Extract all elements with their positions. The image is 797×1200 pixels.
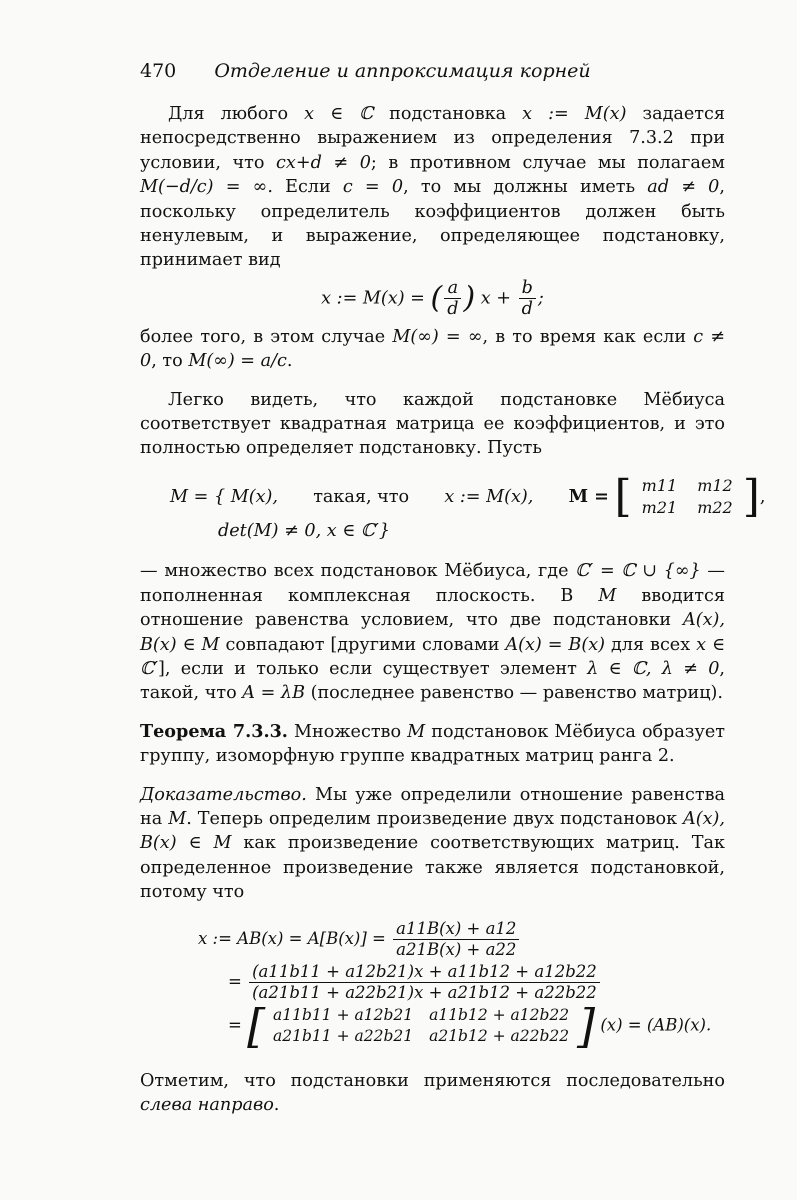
text: , то bbox=[151, 351, 189, 372]
matrix-cell: a21b11 + a22b21 bbox=[273, 1026, 414, 1045]
eq-tail: ; bbox=[537, 288, 544, 309]
text: . Если bbox=[267, 177, 343, 198]
math: c = 0 bbox=[342, 177, 404, 198]
running-header bbox=[140, 60, 740, 82]
derivation-row-2 bbox=[228, 962, 725, 1003]
math: ℂ′ = ℂ ∪ {∞} bbox=[575, 561, 701, 582]
coefficient-matrix bbox=[632, 475, 743, 519]
denominator: d bbox=[447, 298, 459, 319]
text: ; в противном случае мы полагаем bbox=[370, 152, 725, 173]
composition-derivation bbox=[140, 918, 725, 1053]
text: . Теперь определим произведение двух подстановок bbox=[186, 808, 684, 829]
text: для всех bbox=[605, 634, 697, 655]
math: A(x) = B(x) bbox=[505, 634, 606, 655]
set-element: M(x), bbox=[230, 486, 278, 507]
matrix-cell: m12 bbox=[697, 475, 733, 495]
proof bbox=[140, 783, 725, 905]
eq-mid: x + bbox=[480, 288, 512, 309]
set-condition-text: такая, что bbox=[313, 486, 410, 507]
denominator: (a21b11 + a22b21)x + a21b12 + a22b22 bbox=[252, 982, 597, 1002]
denominator: d bbox=[521, 298, 533, 319]
eq-lhs: x := M(x) = bbox=[321, 288, 425, 309]
math: λ ∈ ℂ, λ ≠ 0 bbox=[587, 658, 720, 679]
running-title: Отделение и аппроксимация корней bbox=[214, 60, 591, 82]
paren-open: ( bbox=[430, 280, 443, 316]
text: Множество bbox=[287, 721, 408, 742]
bracket-close: ] bbox=[577, 998, 596, 1053]
math: A(x), B(x) ∈ M bbox=[140, 610, 725, 655]
matrix-cell: a11b11 + a12b21 bbox=[273, 1005, 414, 1024]
math: A = λB bbox=[242, 683, 305, 704]
text: Для любого bbox=[168, 104, 305, 124]
matrix-cell: a11b12 + a12b22 bbox=[429, 1005, 570, 1024]
text: задается непосредственно выражением из определения 7.3.2 при условии, что bbox=[140, 104, 725, 173]
math: c ≠ 0 bbox=[140, 326, 725, 372]
equals-sign: = bbox=[228, 1015, 242, 1035]
math: x ∈ ℂ bbox=[304, 104, 374, 124]
text: (последнее равенство — равенство матриц). bbox=[305, 683, 723, 704]
bracket-close: ] bbox=[742, 470, 760, 522]
text: , в то время как если bbox=[482, 326, 694, 347]
emphasis: слева направо bbox=[140, 1094, 274, 1115]
derivation-lhs: x := AB(x) = A[B(x)] = bbox=[198, 928, 386, 948]
matrix-cell: a21b12 + a22b22 bbox=[429, 1026, 570, 1045]
derivation-result: (x) = (AB)(x). bbox=[600, 1015, 712, 1035]
math: M(−d/c) = ∞ bbox=[140, 177, 268, 198]
math: x ∈ ℂ′ bbox=[140, 634, 725, 679]
theorem-7-3-3 bbox=[140, 720, 725, 769]
text: подстановка bbox=[373, 104, 523, 124]
bracket-open: [ bbox=[614, 470, 632, 522]
product-matrix bbox=[265, 1005, 577, 1047]
text: подстановок Мёбиуса образует группу, изоморфную группе квадратных матриц ранга 2. bbox=[140, 721, 725, 767]
math: M(∞) = a/c bbox=[188, 351, 287, 372]
fraction bbox=[393, 919, 519, 960]
theorem-label: Теорема 7.3.3. bbox=[140, 720, 288, 742]
proof-label: Доказательство. bbox=[140, 784, 307, 805]
matrix-cell: m21 bbox=[641, 497, 678, 517]
text: более того, в этом случае bbox=[140, 326, 393, 347]
fraction bbox=[249, 962, 600, 1003]
paragraph-3: Легко видеть, что каждой подстановке Мёбиуса соответствует квадратная матрица ее коэффициентов, и это полностью определяет подстановку. Пусть bbox=[140, 389, 725, 459]
text: — пополненная комплексная плоскость. В bbox=[140, 561, 725, 606]
text: , поскольку определитель коэффициентов должен быть ненулевым, и выражение, определяющее подстановку, принимает вид bbox=[140, 177, 725, 271]
numerator: b bbox=[519, 278, 536, 299]
text: Мы уже определили отношение равенства на bbox=[140, 784, 725, 829]
fraction-a-d bbox=[444, 278, 461, 319]
set-condition: det(M) ≠ 0, x ∈ ℂ′} bbox=[218, 520, 391, 541]
set-definition-row-2 bbox=[218, 519, 725, 543]
set-definition-row-1 bbox=[170, 470, 766, 522]
math: A(x), B(x) ∈ M bbox=[140, 808, 725, 854]
paren-close: ) bbox=[463, 280, 476, 316]
math: M bbox=[168, 808, 187, 829]
numerator: a11B(x) + a12 bbox=[393, 919, 519, 940]
page-number: 470 bbox=[140, 60, 177, 82]
set-substitution: x := M(x), bbox=[444, 486, 534, 507]
numerator: a bbox=[444, 278, 461, 299]
denominator: a21B(x) + a22 bbox=[396, 939, 517, 959]
text: . bbox=[273, 1094, 280, 1115]
math: ad ≠ 0 bbox=[647, 177, 720, 198]
paragraph-1 bbox=[140, 102, 725, 273]
derivation-row-1 bbox=[198, 919, 725, 960]
paragraph-2 bbox=[140, 325, 725, 374]
text: вводится отношение равенства условием, что две подстановки bbox=[140, 585, 725, 631]
set-definition bbox=[170, 470, 766, 543]
paragraph-4 bbox=[140, 559, 725, 705]
equation-moebius-c0 bbox=[140, 278, 725, 319]
text: — множество всех подстановок Мёбиуса, где bbox=[140, 561, 576, 582]
text: , то мы должны иметь bbox=[403, 177, 648, 198]
matrix-lhs: M = bbox=[568, 485, 609, 507]
matrix-cell: m22 bbox=[697, 497, 733, 517]
math: cx+d ≠ 0 bbox=[276, 152, 371, 173]
math: M bbox=[598, 585, 617, 606]
derivation-row-3 bbox=[228, 998, 725, 1053]
closing-remark bbox=[140, 1069, 725, 1118]
numerator: (a11b11 + a12b21)x + a11b12 + a12b22 bbox=[249, 962, 600, 983]
text: Отметим, что подстановки применяются последовательно bbox=[140, 1070, 725, 1091]
text: совпадают [другими словами bbox=[219, 634, 506, 655]
equals-sign: = bbox=[228, 971, 242, 991]
text: как произведение соответствующих матриц. Так определенное произведение также является подстановкой, потому что bbox=[140, 833, 725, 903]
text: . bbox=[286, 351, 293, 372]
text: ], если и только если существует элемент bbox=[158, 658, 588, 679]
math: M bbox=[407, 721, 426, 742]
bracket-open: [ bbox=[247, 998, 266, 1053]
math: M(∞) = ∞ bbox=[392, 326, 483, 347]
text: , такой, что bbox=[140, 658, 725, 704]
math: x := M(x) bbox=[522, 104, 627, 124]
set-lhs: M = { bbox=[170, 486, 226, 507]
page-body bbox=[140, 102, 766, 1117]
matrix-cell: m11 bbox=[641, 475, 678, 495]
comma: , bbox=[759, 486, 766, 507]
fraction-b-d bbox=[519, 278, 536, 319]
